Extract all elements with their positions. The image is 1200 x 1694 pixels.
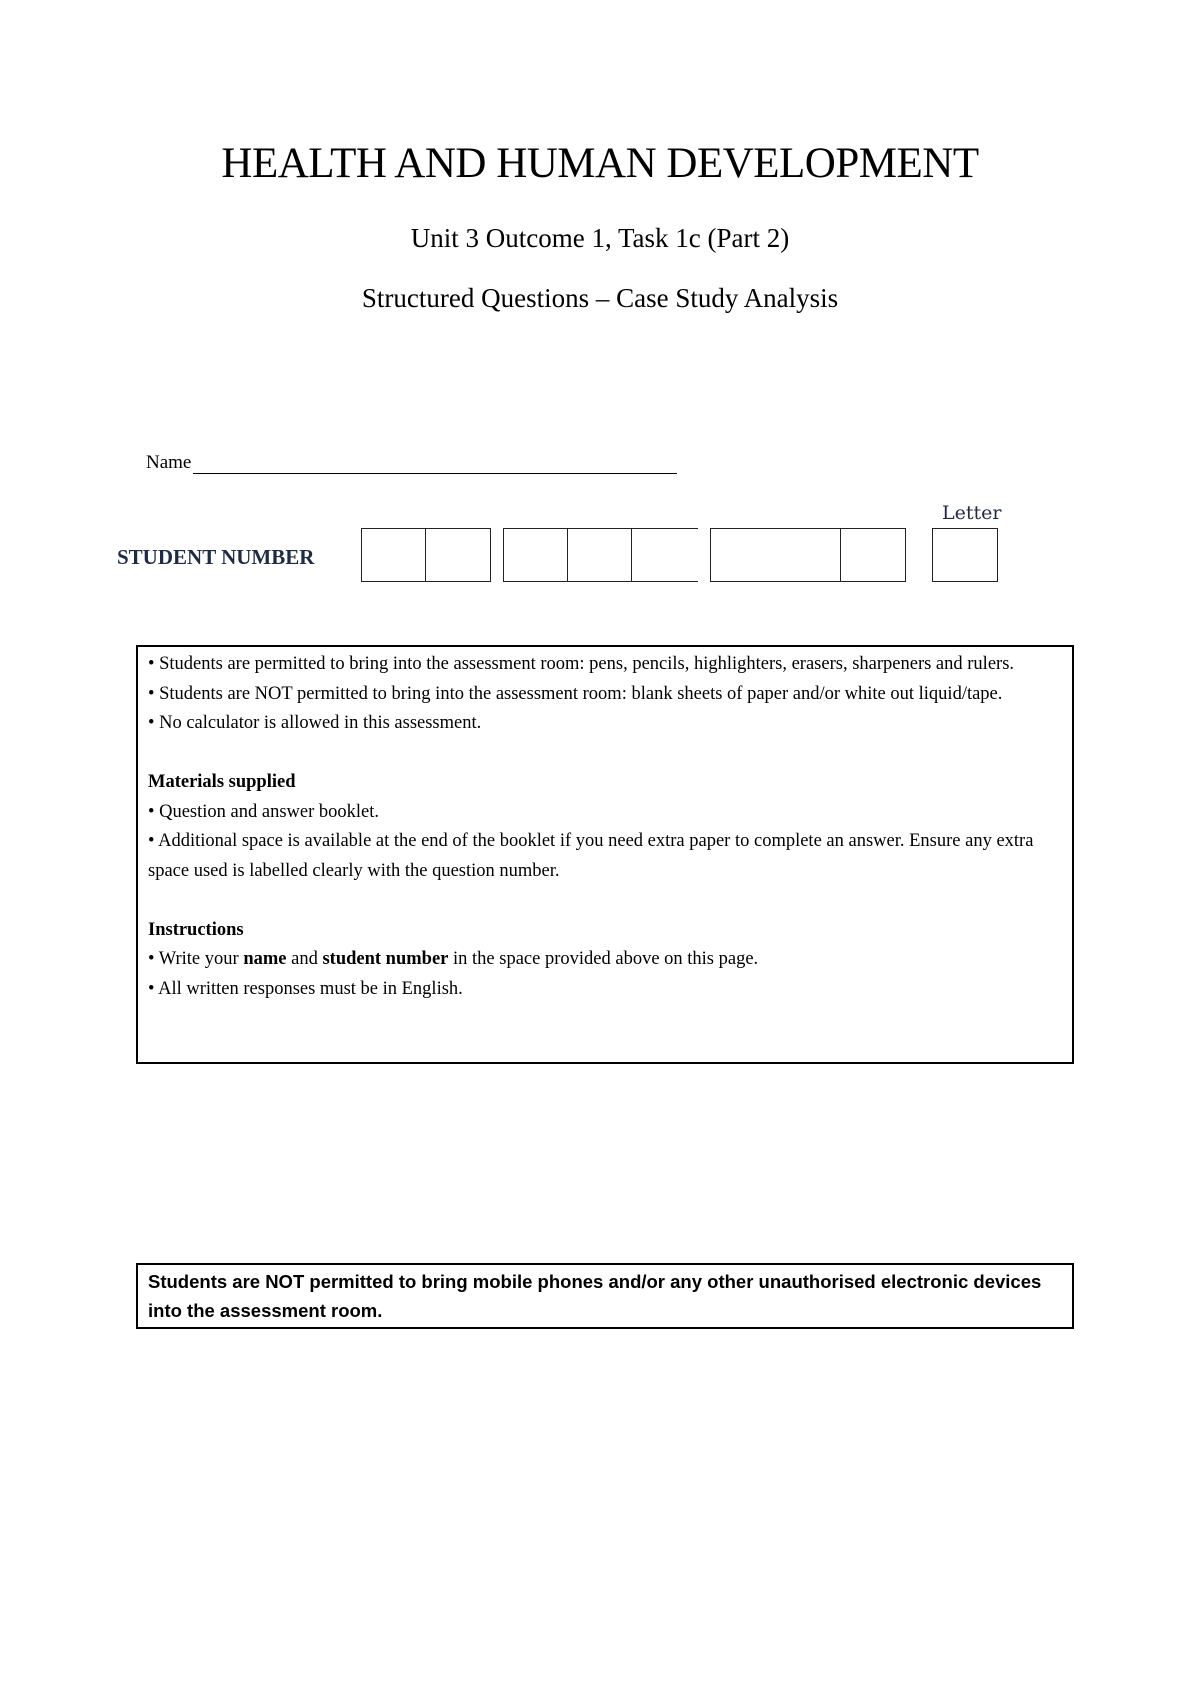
student-number-digit-box[interactable] — [361, 528, 427, 582]
instructions-item: • Write your name and student number in the space provided above on this page. — [148, 949, 759, 969]
student-number-digit-box[interactable] — [425, 528, 491, 582]
student-number-digit-box[interactable] — [710, 528, 842, 582]
student-number-digit-box[interactable] — [840, 528, 906, 582]
page-title: HEALTH AND HUMAN DEVELOPMENT — [221, 140, 979, 187]
student-number-label: STUDENT NUMBER — [117, 545, 315, 569]
letter-label: Letter — [942, 502, 1002, 524]
instructions-heading: Instructions — [148, 919, 244, 940]
materials-item: • Question and answer booklet. — [148, 801, 379, 822]
student-number-digit-box[interactable] — [631, 528, 698, 582]
electronic-devices-warning: Students are NOT permitted to bring mobile phones and/or any other unauthorised electronic devices into the assessment room. — [136, 1263, 1074, 1329]
task-type: Structured Questions – Case Study Analysis — [361, 283, 839, 313]
materials-item: • Additional space is available at the end of the booklet if you need extra paper to complete an answer. Ensure any extra space used is labelled clearly with the question number. — [148, 831, 1034, 881]
materials-heading: Materials supplied — [148, 772, 296, 792]
assessment-rules-box — [136, 645, 1074, 1064]
name-label: Name — [146, 452, 192, 473]
student-number-digit-box[interactable] — [567, 528, 633, 582]
instructions-item: • All written responses must be in English. — [148, 978, 463, 999]
name-field-row — [146, 452, 677, 474]
name-input-line[interactable] — [193, 453, 677, 474]
rule-permitted: • Students are permitted to bring into the assessment room: pens, pencils, highlighters, erasers, sharpeners and rulers. — [148, 654, 1015, 674]
rule-not-permitted: • Students are NOT permitted to bring into the assessment room: blank sheets of paper and/or white out liquid/tape. — [148, 683, 1003, 704]
student-number-letter-box[interactable] — [932, 528, 998, 582]
rule-calculator: • No calculator is allowed in this assessment. — [148, 713, 482, 733]
task-subtitle: Unit 3 Outcome 1, Task 1c (Part 2) — [410, 223, 790, 253]
student-number-digit-box[interactable] — [503, 528, 569, 582]
